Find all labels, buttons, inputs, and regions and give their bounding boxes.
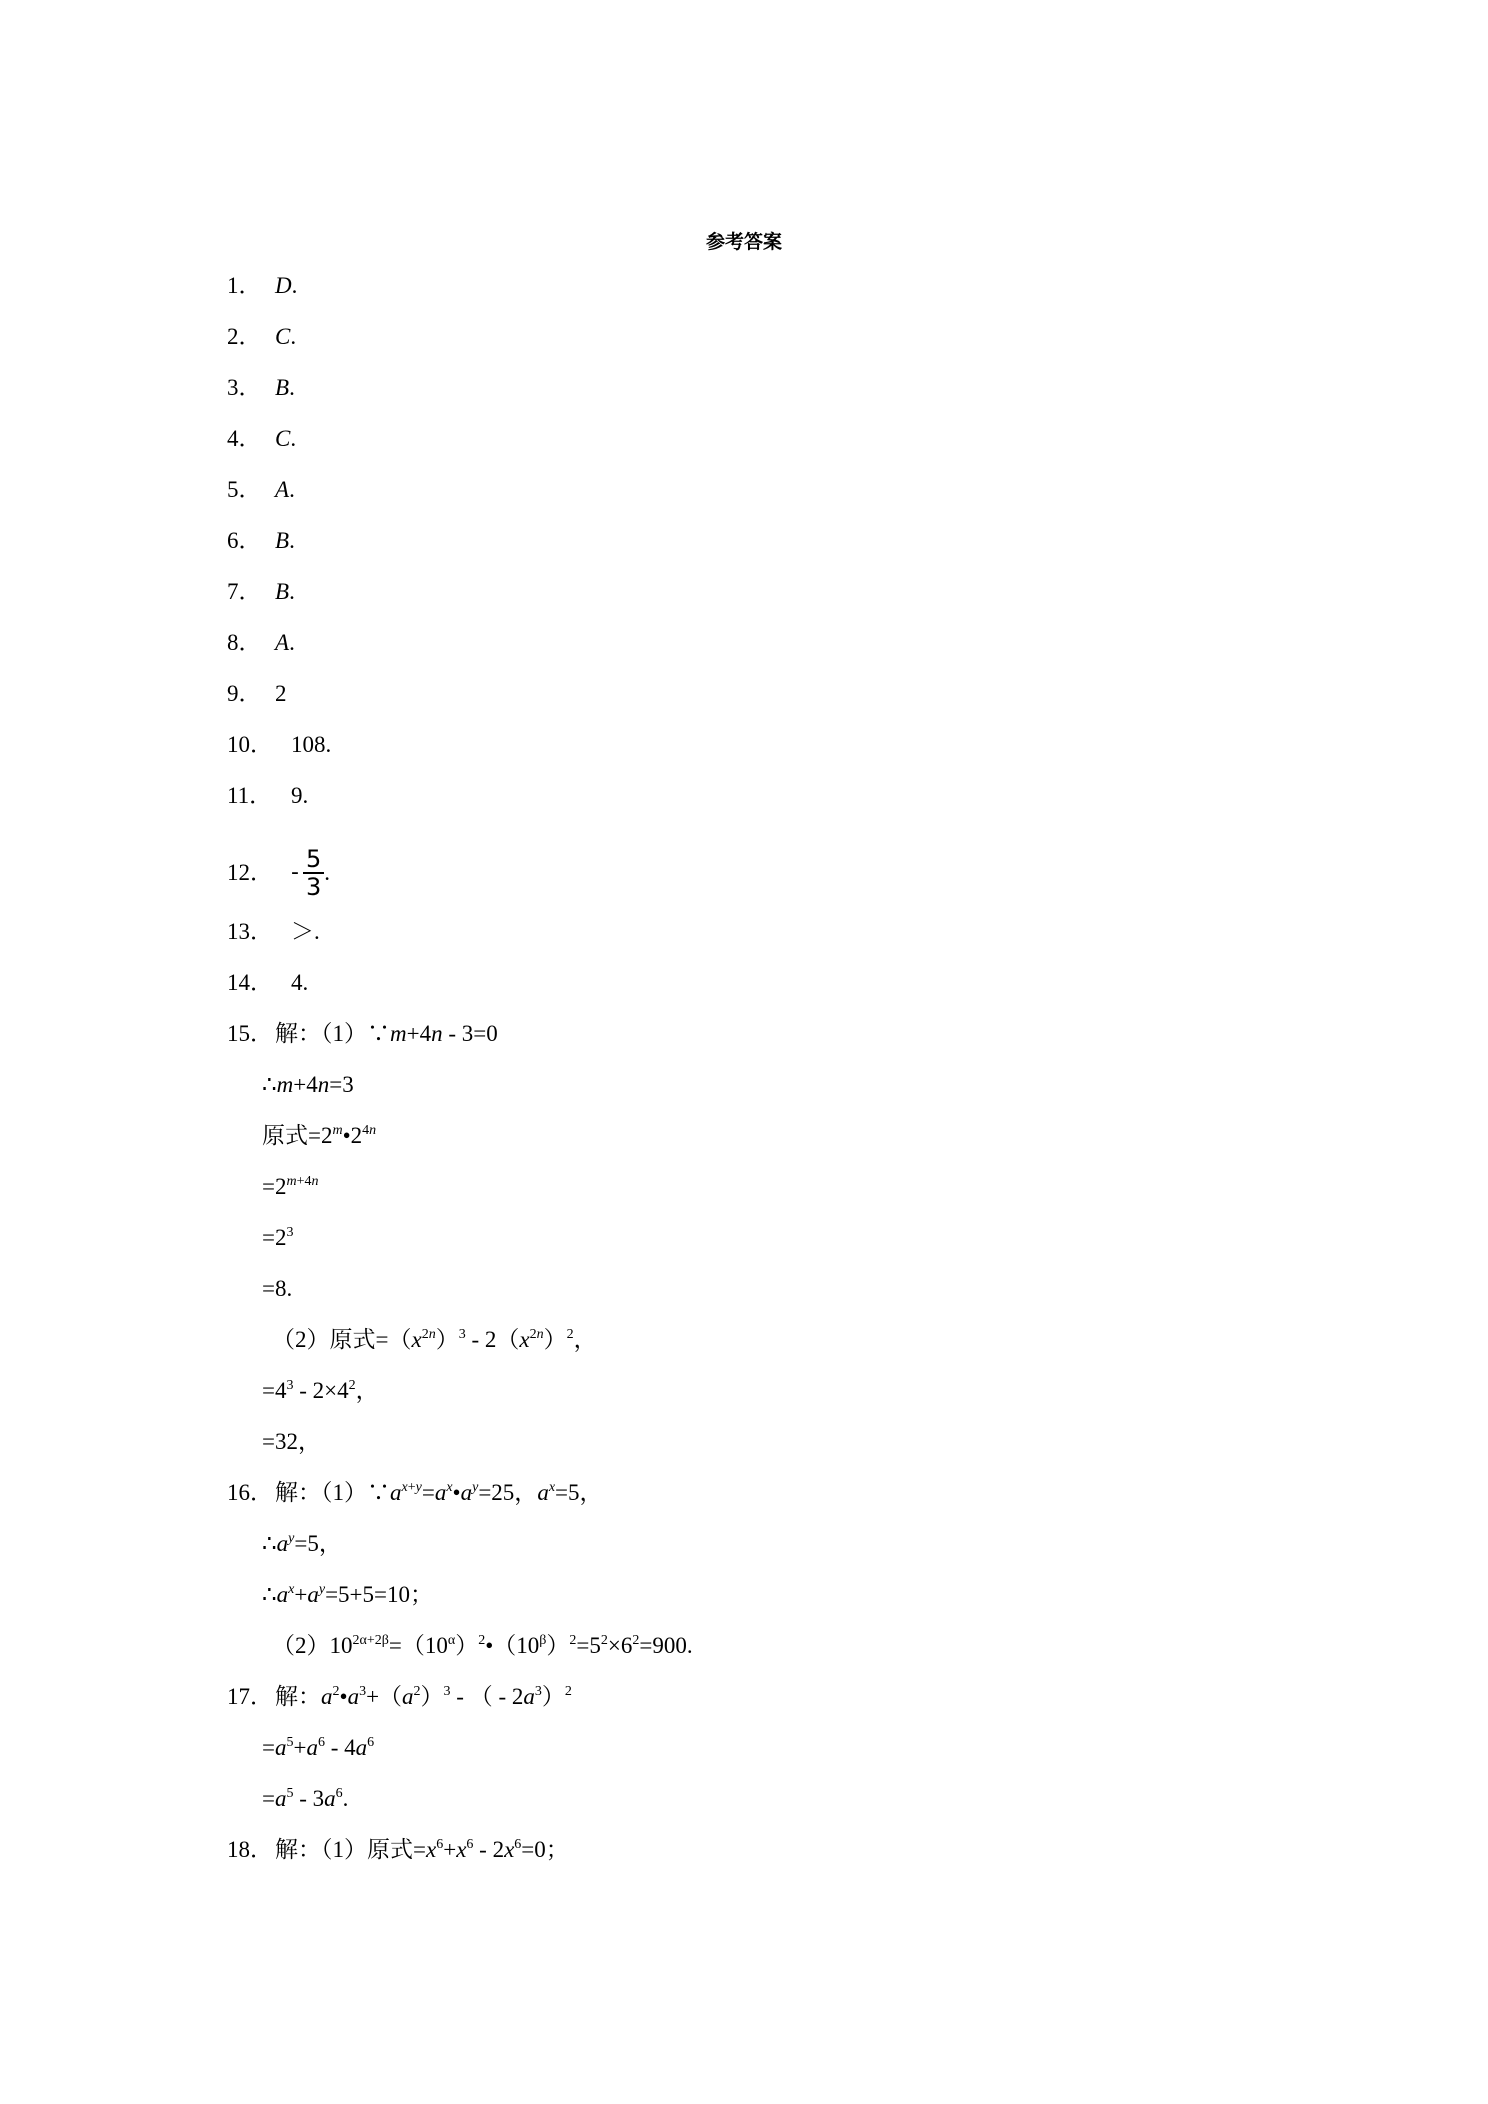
solution-17-line-3: $=a^5 - 3a^6$. — [262, 1786, 349, 1811]
solution-15-line-4: $=2^{m+4n}$ — [262, 1174, 319, 1199]
answer-6: 6． B. — [227, 528, 295, 553]
answer-14: 14． 4. — [227, 970, 309, 995]
solution-16-line-1: 16．解：$(1)\because a^{x+y}=a^x•a^y=25$，$a^x=5$， — [227, 1480, 603, 1505]
answer-1: 1． D. — [227, 273, 298, 298]
answer-9: 9． 2 — [227, 681, 287, 706]
solution-15-line-1: 15．解：（1）∵m+4n - 3=0 — [227, 1021, 498, 1046]
answer-13: 13． ＞. — [227, 919, 320, 944]
solution-17-line-2: $=a^5+a^6 - 4a^6$ — [262, 1735, 375, 1760]
solution-15-line-2: ∴m+4n=3 — [262, 1072, 354, 1097]
answer-5: 5． A. — [227, 477, 295, 502]
answer-7: 7． B. — [227, 579, 295, 604]
solution-18-line-1: 18．解：（1）原式$=x^6+x^6 - 2x^6=0$； — [227, 1837, 569, 1862]
solution-16-line-3: $\therefore a^x+a^y=5+5=10$； — [262, 1582, 433, 1607]
answer-3: 3． B. — [227, 375, 295, 400]
page-title: 参考答案 — [705, 231, 782, 253]
solution-15-line-9: =32， — [262, 1429, 321, 1454]
fraction-five-thirds: $\frac{5}{3}$ — [303, 846, 324, 900]
answer-11: 11． 9. — [227, 783, 309, 808]
answer-4: 4． C. — [227, 426, 297, 451]
solution-16-line-2: $\therefore a^y=5$， — [262, 1531, 342, 1556]
solution-17-line-1: 17．解：$a^2•a^3+(a^2)^3$ - （ - $2a^3)^2$ — [227, 1684, 572, 1709]
answer-2: 2． C. — [227, 324, 297, 349]
solution-15-line-3: 原式$=2^m•2^{4n}$ — [262, 1123, 377, 1148]
solution-16-line-4: $(2)10^{2\alpha+2\beta}=(10^\alpha)^2•(10^\beta)^2=5^2\times 6^2=900$. — [272, 1633, 693, 1658]
answer-12: 12． - $\frac{5}{3}$ . — [227, 845, 330, 901]
solution-15-line-6: =8. — [262, 1276, 293, 1301]
answer-10: 10． 108. — [227, 732, 332, 757]
solution-15-line-7: （2）原式$=(x^{2n})^3 - 2(x^{2n})^2$， — [272, 1327, 597, 1352]
answer-8: 8． A. — [227, 630, 295, 655]
solution-15-line-8: $=4^3 - 2\times 4^2$， — [262, 1378, 379, 1403]
solution-15-line-5: $=2^3$ — [262, 1225, 294, 1250]
